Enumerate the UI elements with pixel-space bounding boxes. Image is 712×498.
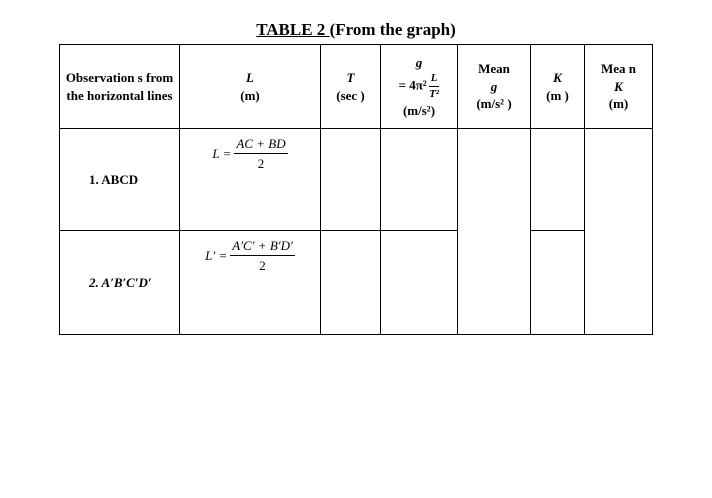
table-title-subtitle: (From the graph) (329, 20, 456, 39)
header-g-frac-den: T² (429, 88, 440, 100)
header-period-symbol: T (346, 69, 355, 85)
row-1-length-den: 2 (257, 155, 265, 171)
row-1-g-cell (381, 129, 458, 231)
row-2-period-cell (321, 231, 381, 335)
header-row (60, 45, 653, 129)
row-1-length-lhs: L = (212, 145, 232, 161)
header-k-symbol: K (553, 69, 562, 85)
header-mean-k-word: Mea n (600, 61, 637, 77)
table-row (60, 231, 653, 335)
header-g-formula (381, 71, 457, 102)
header-length-unit: (m) (240, 87, 260, 103)
row-2-length-lhs: L′ = (205, 247, 228, 263)
header-mean-k-unit: (m) (608, 96, 629, 112)
mean-k-cell (585, 129, 653, 335)
row-2-length-den: 2 (259, 257, 266, 273)
header-g-unit: (m/s²) (402, 102, 436, 118)
row-1-length-fraction (212, 135, 287, 172)
header-mean-g (458, 45, 531, 129)
header-g-frac-num: L (429, 71, 440, 87)
header-mean-g-symbol: g (490, 78, 498, 94)
data-table (59, 44, 653, 335)
row-1-length-frac (234, 135, 287, 172)
row-2-label (60, 231, 180, 335)
header-observation-text: Observation s from the horizontal lines (65, 69, 174, 103)
header-period (321, 45, 381, 129)
table-title-label: TABLE 2 (256, 20, 330, 39)
table-row (60, 129, 653, 231)
row-2-length-fraction (205, 237, 295, 274)
row-1-length-num: AC + BD (234, 135, 287, 154)
header-mean-k (585, 45, 653, 129)
header-k-unit: (m ) (546, 87, 569, 103)
header-g (381, 45, 458, 129)
header-g-symbol: g (415, 54, 423, 70)
row-1-k-cell (531, 129, 585, 231)
header-g-fraction (429, 71, 440, 102)
header-period-unit: (sec ) (336, 87, 365, 103)
header-g-eq-prefix: = 4π² (398, 77, 427, 93)
header-mean-g-unit: (m/s² ) (476, 96, 512, 112)
row-2-g-cell (381, 231, 458, 335)
header-k (531, 45, 585, 129)
table-title (0, 20, 712, 40)
header-length-symbol: L (246, 69, 254, 85)
row-1-length-formula (180, 129, 321, 231)
row-2-k-cell (531, 231, 585, 335)
row-1-label: 1. ABCD (60, 129, 180, 231)
row-1-period-cell (321, 129, 381, 231)
row-2-length-formula (180, 231, 321, 335)
row-2-length-frac (230, 237, 295, 274)
header-mean-k-symbol: K (614, 78, 623, 94)
row-2-length-num: A′C′ + B′D′ (230, 237, 295, 256)
row-2-label-text: 2. A′B′C′D′ (89, 274, 152, 290)
header-length (180, 45, 321, 129)
header-mean-g-word: Mean (478, 61, 510, 77)
mean-g-cell (458, 129, 531, 335)
header-observation (60, 45, 180, 129)
